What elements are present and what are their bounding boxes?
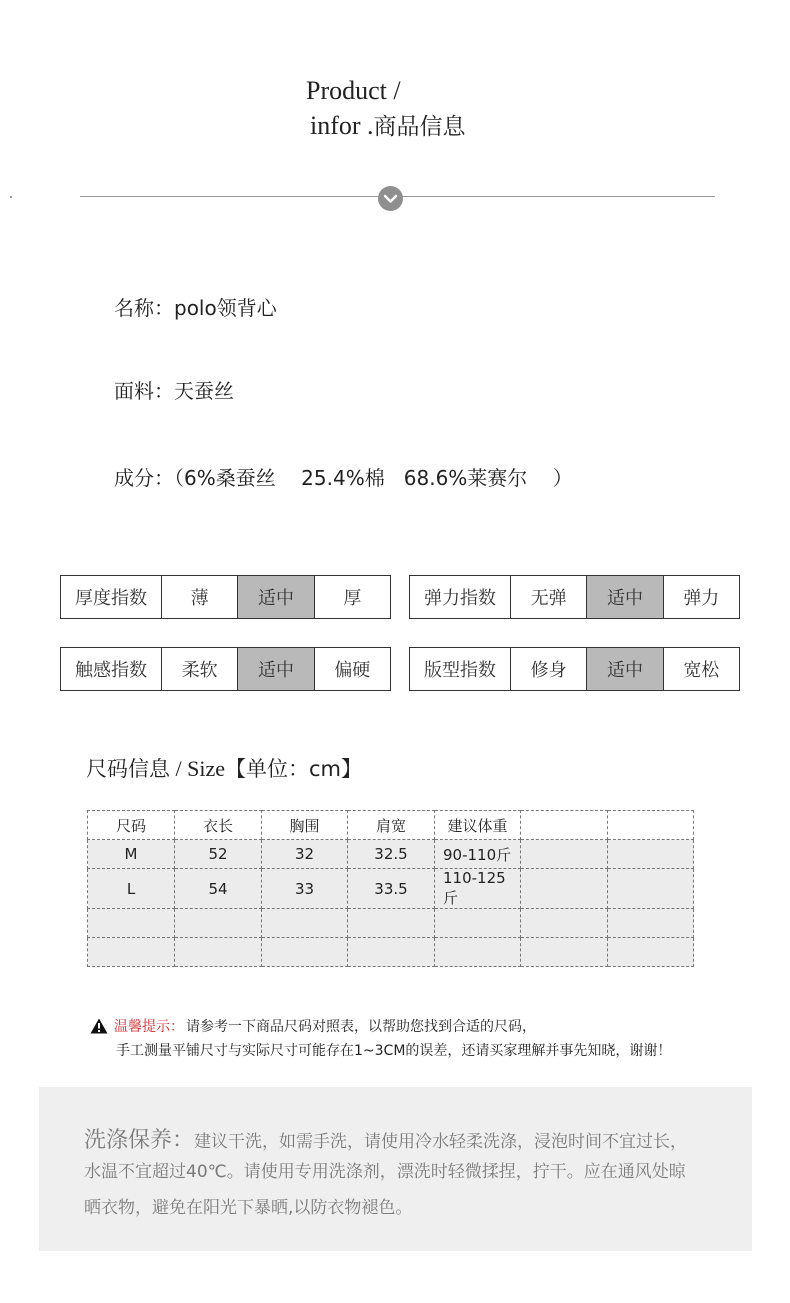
care-line-1	[84, 1123, 687, 1154]
touch-index	[60, 647, 391, 691]
index-option-selected: 适中	[238, 576, 314, 618]
table-cell: L	[88, 869, 175, 909]
table-cell	[175, 938, 262, 967]
tip-label: 温馨提示：	[114, 1019, 184, 1035]
table-cell: 32.5	[348, 840, 435, 869]
care-label: 洗涤保养：	[84, 1128, 195, 1153]
index-label: 版型指数	[410, 648, 511, 690]
index-label: 触感指数	[61, 648, 162, 690]
table-cell	[521, 869, 608, 909]
index-option: 无弹	[511, 576, 587, 618]
size-tip	[90, 1016, 536, 1036]
product-name: 名称：polo领背心	[114, 296, 277, 320]
fit-index	[409, 647, 740, 691]
table-cell	[521, 938, 608, 967]
table-header-cell: 胸围	[262, 811, 348, 840]
elasticity-index	[409, 575, 740, 619]
table-header-cell	[521, 811, 608, 840]
size-unit: 【单位：cm】	[225, 757, 363, 781]
table-cell: 54	[175, 869, 262, 909]
table-cell	[435, 938, 521, 967]
table-header-cell	[608, 811, 694, 840]
product-fabric: 面料：天蚕丝	[114, 379, 234, 403]
table-cell	[521, 909, 608, 938]
table-header-cell: 尺码	[88, 811, 175, 840]
size-title-en: / Size	[170, 756, 225, 781]
warning-icon	[90, 1018, 108, 1034]
thickness-index	[60, 575, 391, 619]
table-cell: 33.5	[348, 869, 435, 909]
index-option: 修身	[511, 648, 587, 690]
product-title-en: Product /	[306, 76, 401, 105]
size-table	[87, 810, 694, 967]
table-cell	[348, 909, 435, 938]
table-cell: 110-125斤	[435, 869, 521, 909]
table-row	[88, 869, 694, 909]
table-cell	[521, 840, 608, 869]
index-option: 弹力	[683, 588, 720, 609]
table-cell	[608, 909, 694, 938]
index-option-selected: 适中	[587, 648, 663, 690]
table-header-cell: 衣长	[175, 811, 262, 840]
table-cell	[175, 909, 262, 938]
table-cell	[262, 909, 348, 938]
index-option: 薄	[162, 576, 238, 618]
table-cell: 32	[262, 840, 348, 869]
product-info-title-latin: infor .	[310, 111, 374, 140]
index-option-selected: 适中	[238, 648, 314, 690]
table-cell	[435, 909, 521, 938]
table-row	[88, 909, 694, 938]
table-header-cell: 肩宽	[348, 811, 435, 840]
table-cell: 33	[262, 869, 348, 909]
index-label: 厚度指数	[61, 576, 162, 618]
table-cell	[262, 938, 348, 967]
index-option: 宽松	[683, 660, 720, 681]
stray-dot	[10, 196, 12, 198]
index-option-selected: 适中	[587, 576, 663, 618]
chevron-down-icon	[378, 186, 403, 211]
table-cell	[608, 840, 694, 869]
table-cell: 52	[175, 840, 262, 869]
table-row	[88, 938, 694, 967]
index-option: 柔软	[162, 648, 238, 690]
product-composition: 成分：（6%桑蚕丝 25.4%棉 68.6%莱赛尔 ）	[114, 466, 573, 490]
size-section-title	[86, 753, 362, 783]
table-header-cell: 建议体重	[435, 811, 521, 840]
table-row	[88, 840, 694, 869]
care-line-2: 水温不宜超过40℃。请使用专用洗涤剂，漂洗时轻微揉捏，拧干。应在通风处晾	[84, 1162, 686, 1182]
tip-line-1: 请参考一下商品尺码对照表，以帮助您找到合适的尺码，	[186, 1019, 536, 1035]
table-cell: 90-110斤	[435, 840, 521, 869]
index-option: 偏硬	[334, 660, 371, 681]
care-instructions-panel	[39, 1087, 752, 1251]
size-title-cn: 尺码信息	[86, 757, 170, 781]
tip-line-2: 手工测量平铺尺寸与实际尺寸可能存在1~3CM的误差，还请买家理解并事先知晓，谢谢！	[116, 1043, 672, 1059]
table-cell	[88, 909, 175, 938]
table-header-row	[88, 811, 694, 840]
table-cell	[608, 938, 694, 967]
product-info-title-cn: 商品信息	[373, 114, 466, 140]
table-cell	[348, 938, 435, 967]
index-label: 弹力指数	[410, 576, 511, 618]
index-option: 厚	[343, 588, 362, 609]
product-info-title	[310, 108, 466, 141]
table-cell: M	[88, 840, 175, 869]
care-line-3: 晒衣物，避免在阳光下暴晒,以防衣物褪色。	[84, 1198, 413, 1218]
table-cell	[88, 938, 175, 967]
care-text-1: 建议干洗，如需手洗，请使用冷水轻柔洗涤，浸泡时间不宜过长，	[194, 1132, 688, 1152]
table-cell	[608, 869, 694, 909]
